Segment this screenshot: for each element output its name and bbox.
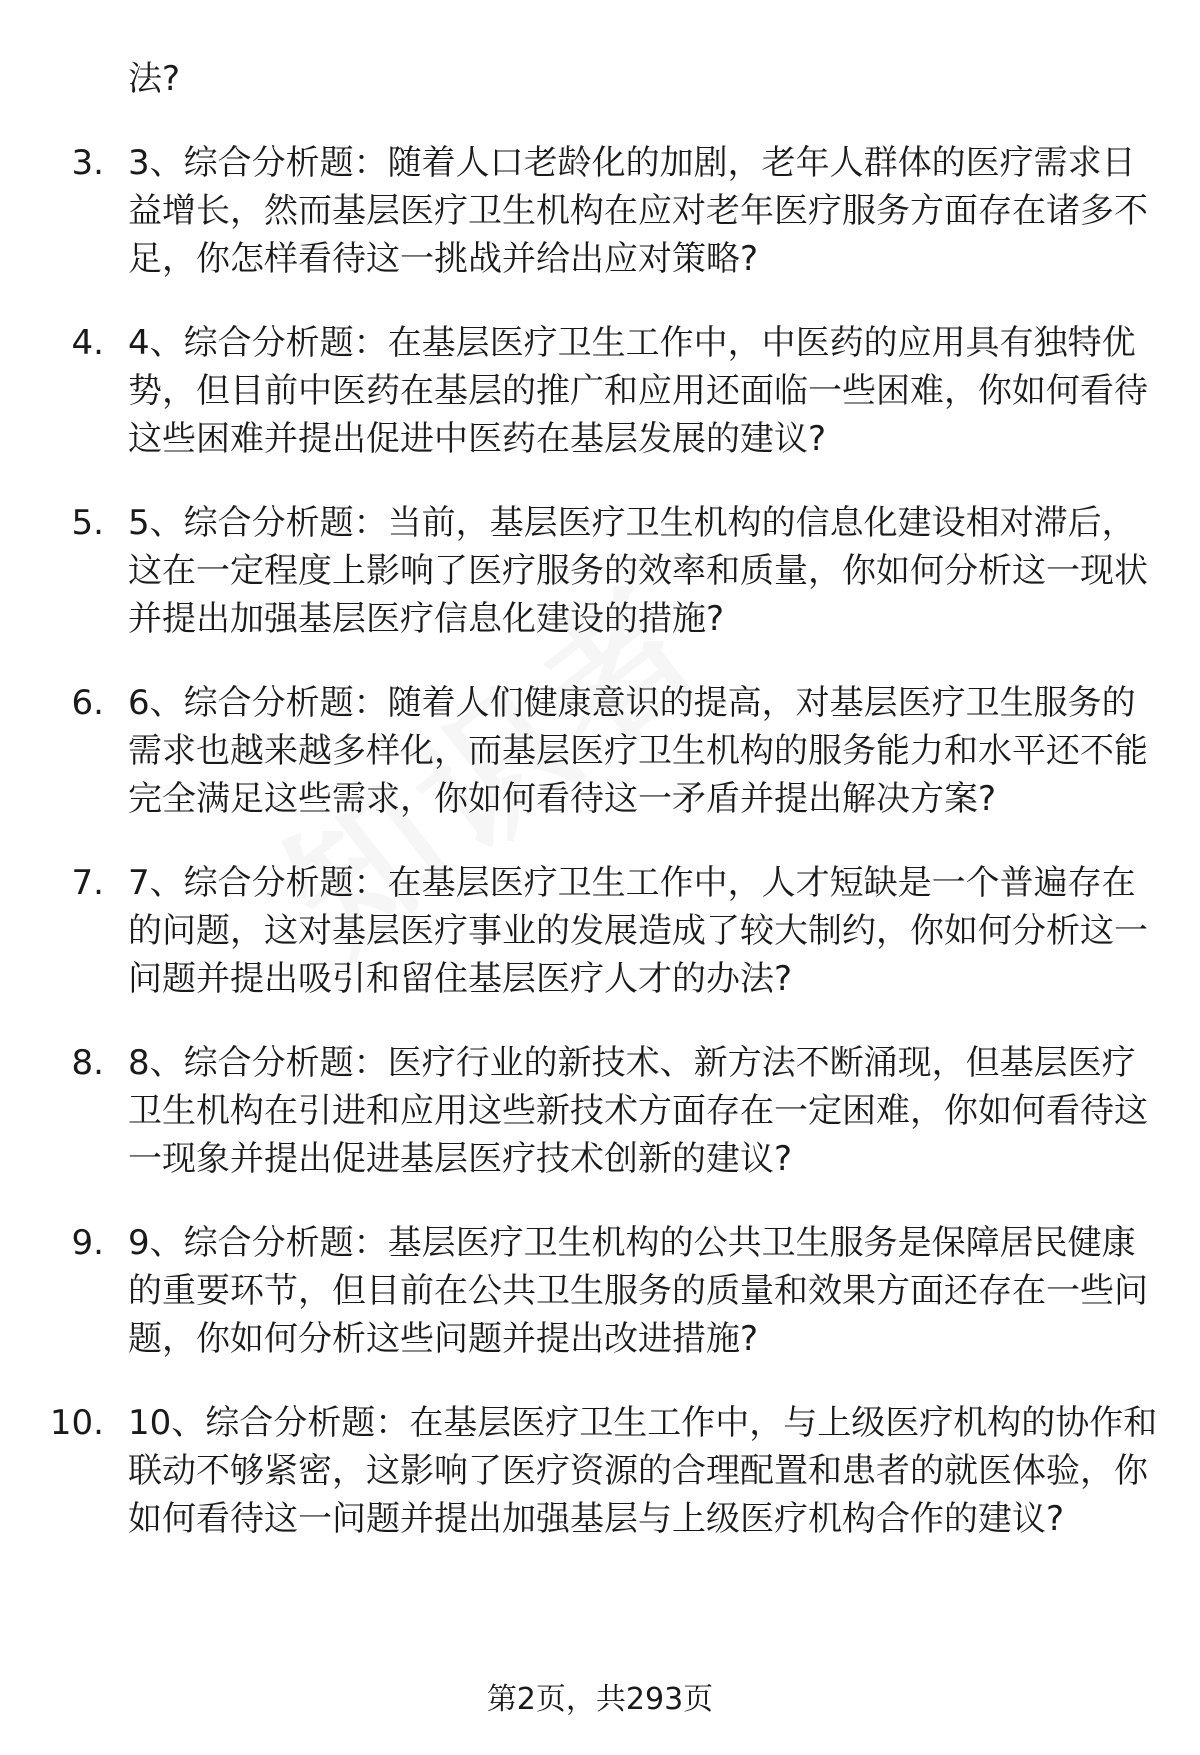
question-text: 9、综合分析题：基层医疗卫生机构的公共卫生服务是保障居民健康的重要环节，但目前在公共卫生服务的质量和效果方面还存在一些问题，你如何分析这些问题并提出改进措施? (128, 1223, 1148, 1359)
question-number: 5. (71, 503, 104, 543)
question-list (0, 55, 1200, 1579)
question-text: 10、综合分析题：在基层医疗卫生工作中，与上级医疗机构的协作和联动不够紧密，这影响了医疗资源的合理配置和患者的就医体验，你如何看待这一问题并提出加强基层与上级医疗机构合作的建议? (128, 1403, 1158, 1539)
question-number: 9. (71, 1223, 104, 1263)
question-number: 8. (71, 1043, 104, 1083)
list-item (0, 1219, 1200, 1363)
question-text: 7、综合分析题：在基层医疗卫生工作中，人才短缺是一个普遍存在的问题，这对基层医疗事业的发展造成了较大制约，你如何分析这一问题并提出吸引和留住基层医疗人才的办法? (128, 863, 1148, 999)
question-number: 4. (71, 323, 104, 363)
question-text: 4、综合分析题：在基层医疗卫生工作中，中医药的应用具有独特优势，但目前中医药在基层的推广和应用还面临一些困难，你如何看待这些困难并提出促进中医药在基层发展的建议? (128, 323, 1148, 459)
list-item (0, 859, 1200, 1003)
list-item (0, 139, 1200, 283)
question-number: 7. (71, 863, 104, 903)
list-item (0, 1399, 1200, 1543)
list-item (0, 319, 1200, 463)
question-text: 8、综合分析题：医疗行业的新技术、新方法不断涌现，但基层医疗卫生机构在引进和应用这些新技术方面存在一定困难，你如何看待这一现象并提出促进基层医疗技术创新的建议? (128, 1043, 1148, 1179)
question-text: 5、综合分析题：当前，基层医疗卫生机构的信息化建设相对滞后，这在一定程度上影响了医疗服务的效率和质量，你如何分析这一现状并提出加强基层医疗信息化建设的措施? (128, 503, 1148, 639)
question-text: 6、综合分析题：随着人们健康意识的提高，对基层医疗卫生服务的需求也越来越多样化，而基层医疗卫生机构的服务能力和水平还不能完全满足这些需求，你如何看待这一矛盾并提出解决方案? (128, 683, 1148, 819)
list-item (0, 499, 1200, 643)
question-number: 3. (71, 143, 104, 183)
question-text: 3、综合分析题：随着人口老龄化的加剧，老年人群体的医疗需求日益增长，然而基层医疗卫生机构在应对老年医疗服务方面存在诸多不足，你怎样看待这一挑战并给出应对策略? (128, 143, 1148, 279)
list-item (0, 679, 1200, 823)
continuation-text: 法? (128, 59, 181, 99)
list-item (0, 1039, 1200, 1183)
page-footer: 第2页，共293页 (486, 1682, 714, 1717)
question-number: 6. (71, 683, 104, 723)
question-number: 10. (49, 1403, 104, 1443)
